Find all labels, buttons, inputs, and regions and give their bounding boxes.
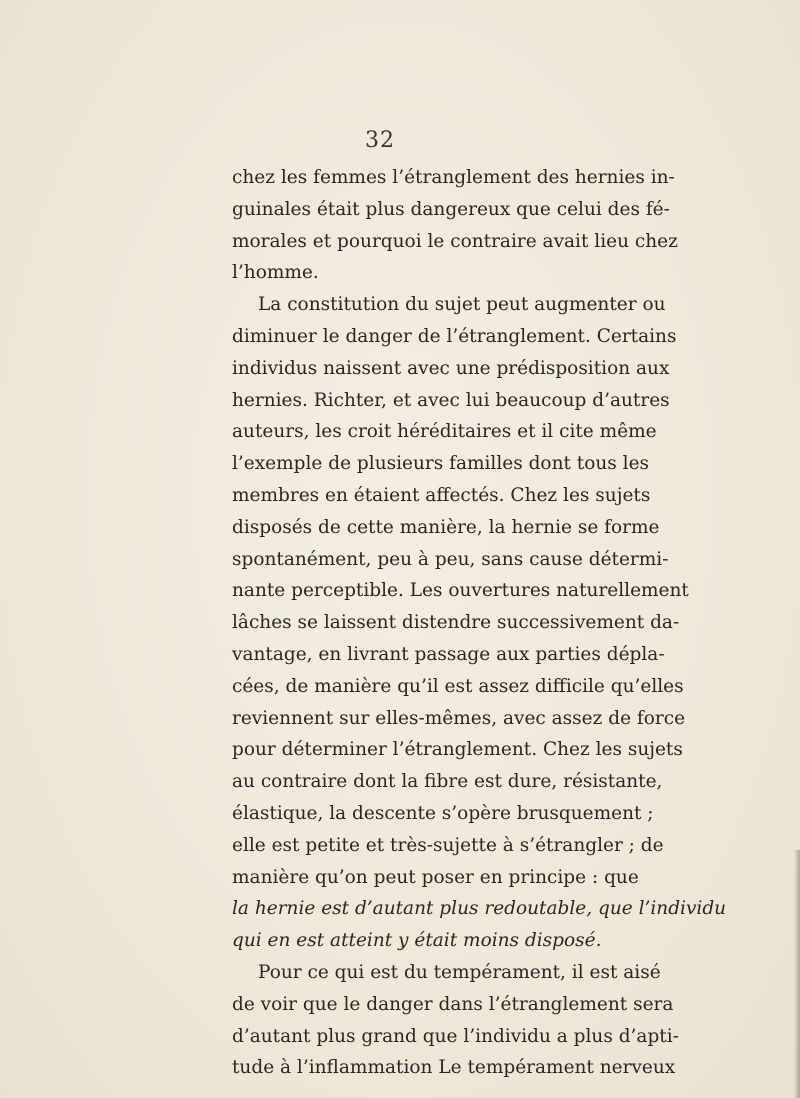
text-line: de voir que le danger dans l’étranglement sera	[232, 993, 674, 1015]
page-edge-shadow	[794, 850, 800, 1098]
text-line: au contraire dont la fibre est dure, résistante,	[232, 771, 663, 793]
text-line: nante perceptible. Les ouvertures naturellement	[232, 580, 689, 602]
text-line: individus naissent avec une prédisposition aux	[232, 357, 670, 379]
text-line-italic: qui en est atteint y était moins disposé.	[232, 930, 602, 952]
text-line: La constitution du sujet peut augmenter ou	[258, 294, 666, 316]
text-line: morales et pourquoi le contraire avait lieu chez	[232, 230, 678, 252]
text-line: guinales était plus dangereux que celui des fé-	[232, 198, 670, 220]
text-line: élastique, la descente s’opère brusquement ;	[232, 802, 654, 824]
text-line: reviennent sur elles-mêmes, avec assez de force	[232, 707, 686, 729]
text-line: chez les femmes l’étranglement des hernies in-	[232, 167, 675, 188]
text-line: manière qu’on peut poser en principe : que	[232, 866, 639, 888]
text-line: l’exemple de plusieurs familles dont tous les	[232, 453, 650, 475]
text-line: hernies. Richter, et avec lui beaucoup d’autres	[232, 389, 670, 411]
page-number: 32	[365, 128, 395, 153]
text-line: tude à l’inflammation Le tempérament nerveux	[232, 1057, 676, 1079]
text-line: spontanément, peu à peu, sans cause détermi-	[232, 548, 669, 570]
text-line: diminuer le danger de l’étranglement. Certains	[232, 325, 677, 347]
text-line: elle est petite et très-sujette à s’étrangler ; de	[232, 834, 664, 856]
text-line: Pour ce qui est du tempérament, il est aisé	[258, 961, 661, 983]
text-line: d’autant plus grand que l’individu a plus d’apti-	[232, 1025, 679, 1047]
text-line: membres en étaient affectés. Chez les sujets	[232, 484, 651, 506]
body-text	[232, 162, 727, 1084]
text-line: vantage, en livrant passage aux parties dépla-	[232, 643, 665, 665]
text-line: pour déterminer l’étranglement. Chez les sujets	[232, 739, 683, 761]
text-line: disposés de cette manière, la hernie se forme	[232, 516, 660, 538]
text-line: l’homme.	[232, 262, 319, 284]
text-line-italic: la hernie est d’autant plus redoutable, que l’individu	[232, 898, 727, 920]
text-line: lâches se laissent distendre successivement da-	[232, 612, 680, 634]
text-line: cées, de manière qu’il est assez difficile qu’elles	[232, 675, 684, 697]
text-line: auteurs, les croit héréditaires et il cite même	[232, 421, 657, 443]
